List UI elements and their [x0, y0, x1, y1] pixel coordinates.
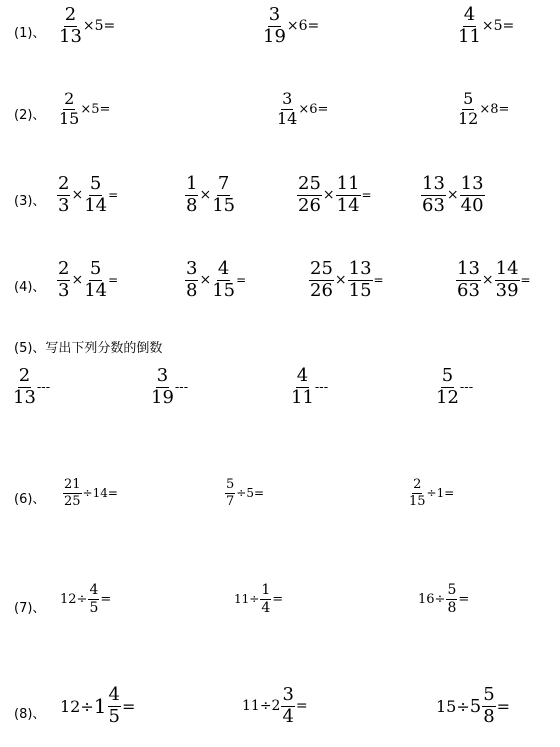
- fraction: $\frac{5}{14}$: [84, 258, 108, 301]
- fraction: $\frac{4}{11}$: [458, 4, 481, 47]
- row-6-label: (6)、: [14, 492, 46, 507]
- fraction: $\frac{5}{7}$: [226, 477, 235, 509]
- fraction: $\frac{5}{8}$: [483, 684, 495, 727]
- fraction: $\frac{2}{15}$: [59, 89, 80, 128]
- row-2-expr-2: $\frac{3}{14}$ ×6=: [277, 89, 329, 128]
- row-3-expr-4: $\frac{13}{63}$ × $\frac{13}{40}$: [422, 173, 484, 216]
- fraction: $\frac{1}{8}$: [186, 173, 198, 216]
- fraction: $\frac{5}{14}$: [84, 173, 108, 216]
- fraction: $\frac{25}{26}$: [310, 258, 333, 301]
- reciprocal-item-4: $\frac{5}{12}$ ---: [436, 365, 474, 408]
- row-3-expr-2: $\frac{1}{8}$ × $\frac{7}{15}$: [186, 173, 236, 216]
- fraction: $\frac{5}{12}$: [436, 365, 459, 408]
- fraction: $\frac{13}{63}$: [422, 173, 445, 216]
- row-6-expr-2: $\frac{5}{7}$ ÷5=: [226, 477, 265, 509]
- row-1-expr-1: $\frac{2}{13}$ ×5=: [59, 4, 116, 47]
- fraction: $\frac{13}{15}$: [348, 258, 372, 301]
- row-2-expr-1: $\frac{2}{15}$ ×5=: [59, 89, 111, 128]
- row-3-label: (3)、: [14, 194, 46, 209]
- fraction: $\frac{3}{14}$: [277, 89, 298, 128]
- fraction: $\frac{2}{13}$: [13, 365, 36, 408]
- row-4-expr-4: $\frac{13}{63}$ × $\frac{14}{39}$ =: [457, 258, 531, 301]
- row-1-expr-3: $\frac{4}{11}$ ×5=: [458, 4, 515, 47]
- fraction: $\frac{25}{26}$: [298, 173, 321, 216]
- row-8-expr-2: 11÷ 2 $\frac{3}{4}$ =: [242, 684, 308, 727]
- row-6-expr-1: $\frac{21}{25}$ ÷14=: [64, 477, 118, 509]
- row-4-expr-3: $\frac{25}{26}$ × $\frac{13}{15}$ =: [310, 258, 384, 301]
- fraction: $\frac{5}{8}$: [447, 582, 457, 616]
- fraction: $\frac{11}{14}$: [336, 173, 360, 216]
- fraction: $\frac{1}{4}$: [261, 582, 271, 616]
- row-4-expr-1: $\frac{2}{3}$ × $\frac{5}{14}$ =: [58, 258, 119, 301]
- fraction: $\frac{13}{63}$: [457, 258, 480, 301]
- row-4-label: (4)、: [14, 280, 46, 295]
- row-8-expr-3: 15÷ 5 $\frac{5}{8}$ =: [436, 684, 511, 727]
- fraction: $\frac{21}{25}$: [64, 477, 81, 509]
- fraction: $\frac{3}{19}$: [263, 4, 286, 47]
- fraction: $\frac{13}{40}$: [460, 173, 484, 216]
- row-2-label: (2)、: [14, 108, 46, 123]
- fraction: $\frac{5}{12}$: [458, 89, 479, 128]
- fraction: $\frac{4}{15}$: [212, 258, 236, 301]
- fraction: $\frac{7}{15}$: [212, 173, 236, 216]
- row-7-expr-3: 16÷ $\frac{5}{8}$ =: [418, 582, 470, 616]
- fraction: $\frac{4}{5}$: [89, 582, 99, 616]
- row-8-expr-1: 12÷ 1 $\frac{4}{5}$ =: [60, 684, 136, 727]
- row-1-label: (1)、: [14, 26, 46, 41]
- fraction: $\frac{2}{13}$: [59, 4, 82, 47]
- row-7-expr-2: 11÷ $\frac{1}{4}$ =: [234, 582, 284, 616]
- row-2-expr-3: $\frac{5}{12}$ ×8=: [458, 89, 510, 128]
- row-4-expr-2: $\frac{3}{8}$ × $\frac{4}{15}$ =: [186, 258, 247, 301]
- reciprocal-item-1: $\frac{2}{13}$ ---: [13, 365, 51, 408]
- row-7-label: (7)、: [14, 601, 46, 616]
- fraction: $\frac{2}{15}$: [409, 477, 426, 509]
- fraction: $\frac{2}{3}$: [58, 173, 70, 216]
- row-3-expr-1: $\frac{2}{3}$ × $\frac{5}{14}$ =: [58, 173, 119, 216]
- row-6-expr-3: $\frac{2}{15}$ ÷1=: [409, 477, 455, 509]
- row-3-expr-3: $\frac{25}{26}$ × $\frac{11}{14}$ =: [298, 173, 372, 216]
- fraction: $\frac{2}{3}$: [58, 258, 70, 301]
- fraction: $\frac{14}{39}$: [495, 258, 519, 301]
- reciprocal-item-3: $\frac{4}{11}$ ---: [291, 365, 329, 408]
- fraction: $\frac{4}{5}$: [108, 684, 120, 727]
- fraction: $\frac{3}{19}$: [151, 365, 174, 408]
- fraction: $\frac{3}{4}$: [282, 684, 294, 727]
- row-8-label: (8)、: [14, 707, 46, 722]
- fraction: $\frac{3}{8}$: [186, 258, 198, 301]
- row-1-expr-2: $\frac{3}{19}$ ×6=: [263, 4, 320, 47]
- reciprocal-heading: (5)、写出下列分数的倒数: [14, 341, 163, 356]
- row-7-expr-1: 12÷ $\frac{4}{5}$ =: [60, 582, 112, 616]
- reciprocal-item-2: $\frac{3}{19}$ ---: [151, 365, 189, 408]
- fraction: $\frac{4}{11}$: [291, 365, 314, 408]
